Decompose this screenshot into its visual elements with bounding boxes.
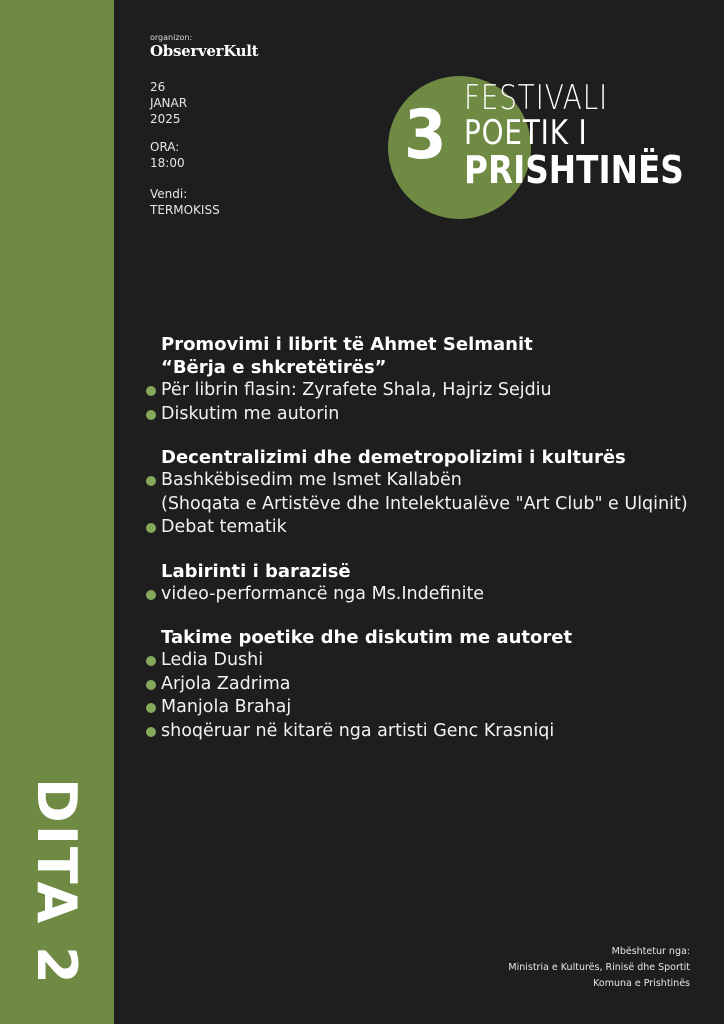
program-item-text: Manjola Brahaj (161, 697, 292, 717)
program-item (146, 493, 716, 517)
bullet-icon (146, 656, 156, 666)
support-label: Mbështetur nga: (611, 946, 690, 957)
program-item-text: (Shoqata e Artistëve dhe Intelektualëve "Art Club" e Ulqinit) (161, 493, 688, 514)
program-section (146, 446, 716, 540)
footer-supporters (508, 944, 690, 992)
bullet-icon (146, 590, 156, 600)
program-item (146, 403, 716, 427)
program-section (146, 560, 716, 607)
time-value: 18:00 (150, 156, 185, 170)
bullet-icon (146, 727, 156, 737)
program-item (146, 379, 716, 403)
section-title: Labirinti i barazisë (161, 560, 351, 582)
section-title: Promovimi i librit të Ahmet Selmanit (161, 334, 533, 355)
supporter-municipality: Komuna e Prishtinës (593, 978, 690, 989)
bullet-icon (146, 703, 156, 713)
date-year: 2025 (150, 112, 181, 126)
program-item (146, 516, 716, 540)
section-title: “Bërja e shkretëtirës” (161, 357, 387, 378)
bullet-icon (146, 523, 156, 533)
bullet-icon (146, 680, 156, 690)
program-list (146, 333, 716, 763)
program-item-text: Për librin flasin: Zyrafete Shala, Hajriz Sejdiu (161, 380, 552, 400)
program-item (146, 720, 716, 744)
date-day: 26 (150, 80, 166, 94)
festival-title-line3: PRISHTINËS (464, 148, 684, 192)
event-venue (150, 186, 220, 218)
program-item (146, 649, 716, 673)
organizer-logo: ObserverKult (150, 42, 259, 60)
program-section (146, 626, 716, 743)
venue-label: Vendi: (150, 187, 188, 201)
bullet-icon (146, 386, 156, 396)
program-item (146, 696, 716, 720)
festival-number: 3 (404, 96, 447, 175)
festival-title-line2: POETIK I (464, 113, 588, 153)
event-time (150, 139, 185, 171)
program-item-text: Diskutim me autorin (161, 403, 340, 424)
time-label: ORA: (150, 140, 180, 154)
supporter-ministry: Ministria e Kulturës, Rinisë dhe Sportit (508, 962, 690, 973)
day-label: DITA 2 (25, 778, 88, 986)
program-item-text: shoqëruar në kitarë nga artisti Genc Krasniqi (161, 720, 555, 741)
venue-value: TERMOKISS (150, 203, 220, 217)
day-label-container (24, 778, 94, 1018)
festival-title-line1: FESTIVALI (464, 78, 609, 118)
date-month: JANAR (150, 96, 188, 110)
program-item (146, 583, 716, 607)
section-title: Takime poetike dhe diskutim me autoret (161, 627, 573, 648)
program-item (146, 469, 716, 493)
bullet-icon (146, 476, 156, 486)
program-item-text: video-performancë nga Ms.Indefinite (161, 583, 485, 604)
section-title: Decentralizimi dhe demetropolizimi i kulturës (161, 447, 626, 468)
organizer-label: organizon: (150, 33, 193, 42)
program-item (146, 673, 716, 697)
program-item-text: Bashkëbisedim me Ismet Kallabën (161, 470, 462, 490)
program-section (146, 333, 716, 426)
program-item-text: Debat tematik (161, 517, 287, 537)
event-date (150, 79, 187, 127)
program-item-text: Arjola Zadrima (161, 673, 291, 694)
bullet-icon (146, 410, 156, 420)
program-item-text: Ledia Dushi (161, 650, 264, 670)
